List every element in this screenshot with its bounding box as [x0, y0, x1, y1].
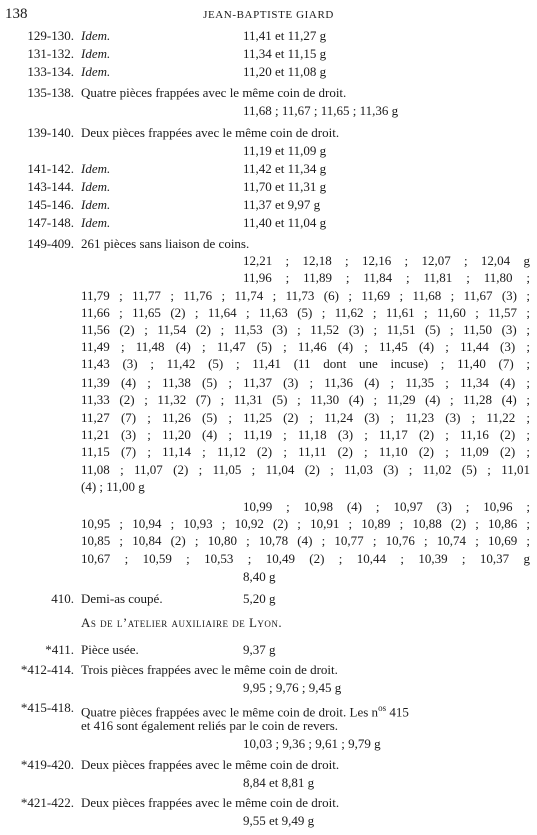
- weight-values: 10,99 ; 10,98 (4) ; 10,97 (3) ; 10,96 ;: [243, 499, 530, 515]
- weight-values-line: 10,85 ; 10,84 (2) ; 10,80 ; 10,78 (4) ; 10,77 ; 10,76 ; 10,74 ; 10,69 ;: [81, 533, 530, 549]
- weight-values: 9,95 ; 9,76 ; 9,45 g: [243, 680, 342, 696]
- entry-description: Idem.: [81, 64, 111, 80]
- weight-values-line: 11,33 (2) ; 11,32 (7) ; 11,31 (5) ; 11,30 (4) ; 11,29 (4) ; 11,28 (4) ;: [81, 391, 530, 407]
- entry-description: Deux pièces frappées avec le même coin de droit.: [81, 124, 340, 140]
- weight-values: 11,41 et 11,27 g: [243, 28, 327, 44]
- entry-number: 145-146.: [27, 196, 74, 212]
- weight-values-line: 10,67 ; 10,59 ; 10,53 ; 10,49 (2) ; 10,44 ; 10,39 ; 10,37 g: [81, 551, 530, 567]
- weight-values: 11,34 et 11,15 g: [243, 46, 327, 62]
- entry-number: 135-138.: [27, 84, 74, 100]
- entry-number: 133-134.: [27, 64, 74, 80]
- weight-values-line: 11,15 (7) ; 11,14 ; 11,12 (2) ; 11,11 (2) ; 11,10 (2) ; 11,09 (2) ;: [81, 443, 530, 459]
- entry-description: Quatre pièces frappées avec le même coin de droit. Les $n^{os}$ 415: [81, 703, 409, 720]
- weight-values: 10,03 ; 9,36 ; 9,61 ; 9,79 g: [243, 736, 381, 752]
- weight-values: 9,55 et 9,49 g: [243, 813, 315, 828]
- entry-number: *412-414.: [20, 662, 74, 678]
- weight-values: 11,68 ; 11,67 ; 11,65 ; 11,36 g: [243, 102, 399, 118]
- entry-number: *411.: [45, 641, 74, 657]
- entry-description: Idem.: [81, 28, 111, 44]
- entry-number: 149-409.: [27, 235, 74, 251]
- weight-values: 11,42 et 11,34 g: [243, 160, 327, 176]
- entry-description: Idem.: [81, 46, 111, 62]
- entry-description: Idem.: [81, 160, 111, 176]
- entry-description: Deux pièces frappées avec le même coin de droit.: [81, 794, 340, 810]
- weight-values: 8,40 g: [243, 569, 276, 585]
- entry-description: Deux pièces frappées avec le même coin de droit.: [81, 757, 340, 773]
- entry-number: 143-144.: [27, 178, 74, 194]
- entry-description: Pièce usée.: [81, 641, 139, 657]
- entry-description: Demi-as coupé.: [81, 591, 163, 607]
- entry-number: 129-130.: [27, 28, 74, 44]
- weight-values: 11,96 ; 11,89 ; 11,84 ; 11,81 ; 11,80 ;: [243, 269, 530, 285]
- weight-values-line: 11,49 ; 11,48 (4) ; 11,47 (5) ; 11,46 (4) ; 11,45 (4) ; 11,44 (3) ;: [81, 339, 530, 355]
- entry-number: *421-422.: [20, 794, 74, 810]
- page-number: 138: [5, 6, 28, 22]
- weight-values: 12,21 ; 12,18 ; 12,16 ; 12,07 ; 12,04 g: [243, 252, 530, 268]
- weight-values: 11,70 et 11,31 g: [243, 178, 327, 194]
- entry-description: Idem.: [81, 196, 111, 212]
- weight-values-line: 11,21 (3) ; 11,20 (4) ; 11,19 ; 11,18 (3) ; 11,17 (2) ; 11,16 (2) ;: [81, 426, 530, 442]
- entry-number: 410.: [51, 591, 74, 607]
- entry-description: Quatre pièces frappées avec le même coin de droit.: [81, 84, 347, 100]
- weight-values: 9,37 g: [243, 641, 276, 657]
- weight-values: 11,19 et 11,09 g: [243, 142, 327, 158]
- entry-number: *415-418.: [20, 700, 74, 716]
- entry-description: 261 pièces sans liaison de coins.: [81, 235, 250, 251]
- entry-number: 141-142.: [27, 160, 74, 176]
- weight-values: 5,20 g: [243, 591, 276, 607]
- weight-values-line: 11,08 ; 11,07 (2) ; 11,05 ; 11,04 (2) ; 11,03 (3) ; 11,02 (5) ; 11,01: [81, 462, 530, 478]
- weight-values: 8,84 et 8,81 g: [243, 775, 315, 791]
- weight-values-line: 11,79 ; 11,77 ; 11,76 ; 11,74 ; 11,73 (6) ; 11,69 ; 11,68 ; 11,67 (3) ;: [81, 287, 530, 303]
- entry-number: 147-148.: [27, 214, 74, 230]
- weight-values-line: 11,39 (4) ; 11,38 (5) ; 11,37 (3) ; 11,36 (4) ; 11,35 ; 11,34 (4) ;: [81, 374, 530, 390]
- entry-description: Idem.: [81, 178, 111, 194]
- entry-number: 139-140.: [27, 124, 74, 140]
- weight-values-line: (4) ; 11,00 g: [81, 479, 145, 495]
- weight-values-line: 10,95 ; 10,94 ; 10,93 ; 10,92 (2) ; 10,91 ; 10,89 ; 10,88 (2) ; 10,86 ;: [81, 516, 530, 532]
- weight-values: 11,40 et 11,04 g: [243, 214, 327, 230]
- weight-values: 11,37 et 9,97 g: [243, 196, 321, 212]
- running-title: JEAN-BAPTISTE GIARD: [203, 9, 334, 21]
- weight-values: 11,20 et 11,08 g: [243, 64, 327, 80]
- weight-values-line: et 416 sont également reliés par le coin de revers.: [81, 718, 339, 734]
- entry-number: *419-420.: [20, 757, 74, 773]
- weight-values-line: 11,66 ; 11,65 (2) ; 11,64 ; 11,63 (5) ; 11,62 ; 11,61 ; 11,60 ; 11,57 ;: [81, 305, 530, 321]
- weight-values-line: 11,27 (7) ; 11,26 (5) ; 11,25 (2) ; 11,24 (3) ; 11,23 (3) ; 11,22 ;: [81, 409, 530, 425]
- entry-description: Trois pièces frappées avec le même coin de droit.: [81, 662, 338, 678]
- section-heading: As de l’atelier auxiliaire de Lyon.: [81, 615, 283, 631]
- entry-number: 131-132.: [27, 46, 74, 62]
- weight-values-line: 11,43 (3) ; 11,42 (5) ; 11,41 (11 dont une incuse) ; 11,40 (7) ;: [81, 356, 530, 372]
- entry-description: Idem.: [81, 214, 111, 230]
- weight-values-line: 11,56 (2) ; 11,54 (2) ; 11,53 (3) ; 11,52 (3) ; 11,51 (5) ; 11,50 (3) ;: [81, 322, 530, 338]
